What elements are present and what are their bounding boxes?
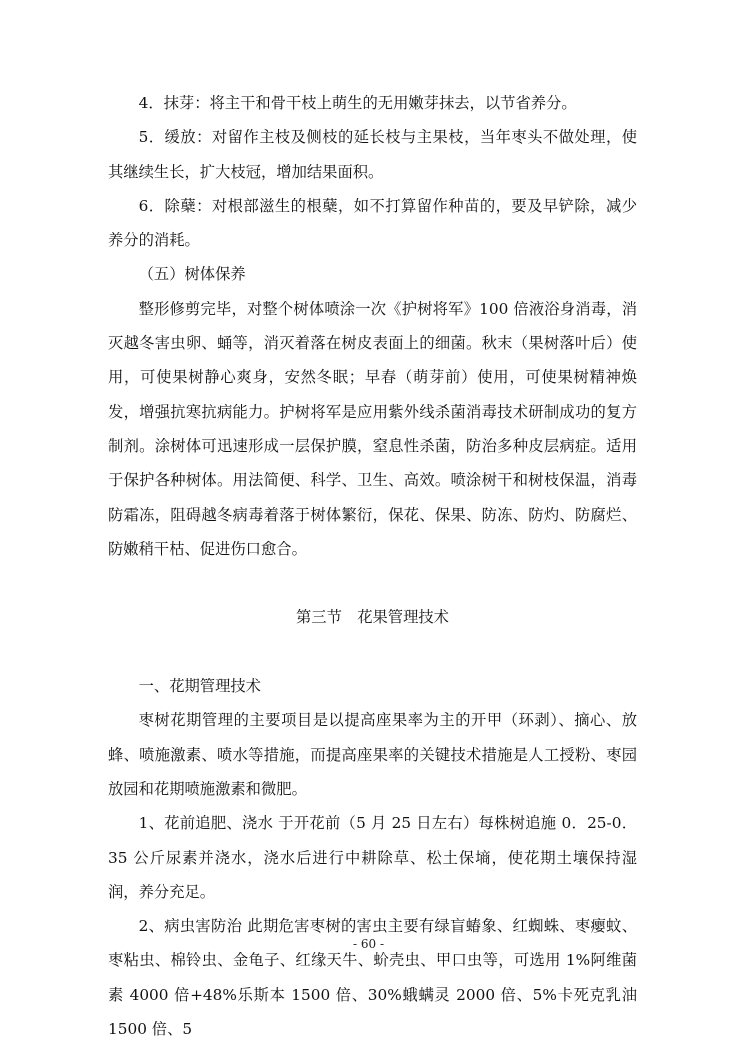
paragraph-pest-control: 2、病虫害防治 此期危害枣树的害虫主要有绿盲蝽象、红蜘蛛、枣瘿蚊、枣粘虫、棉铃虫、金龟子、红缘天牛、蚧壳虫、甲口虫等，可选用 1%阿维菌素 4000 倍+48%乐斯本 1500 倍、30%蛾螨灵 2000 倍、5%卡死克乳油 1500 倍、5 [108,917,637,1039]
paragraph-slow-release: 5．缓放：对留作主枝及侧枝的延长枝与主果枝，当年枣头不做处理，使其继续生长，扩大枝冠，增加结果面积。 [108,128,637,181]
subheading-flowering-management: 一、花期管理技术 [138,677,261,696]
section-title: 第三节 花果管理技术 [296,608,449,627]
subheading-tree-maintenance: （五）树体保养 [138,265,246,284]
paragraph-fertilize-water: 1、花前追肥、浇水 于开花前（5 月 25 日左右）每株树追施 0．25-0．35 公斤尿素并浇水，浇水后进行中耕除草、松土保墒，使花期土壤保持湿润，养分充足。 [108,814,637,901]
spacer [108,566,637,600]
page-number: - 60 - [352,937,384,951]
paragraph-bud-removal: 4．抹芽：将主干和骨干枝上萌生的无用嫩芽抹去，以节省养分。 [138,94,577,112]
paragraph-tree-protection: 整形修剪完毕，对整个树体喷涂一次《护树将军》100 倍液浴身消毒，消灭越冬害虫卵、蛹等，消灭着落在树皮表面上的细菌。秋末（果树落叶后）使用，可使果树静心爽身，安然冬眠；早春（萌芽前）使用，可使果树精神焕发，增强抗寒抗病能力。护树将军是应用紫外线杀菌消毒技术研制成功的复方制剂。涂树体可迅速形成一层保护膜，窒息性杀菌，防治多种皮层病症。适用于保护各种树体。用法简便、科学、卫生、高效。喷涂树干和树枝保温，消毒防霜冻，阻碍越冬病毒着落于树体繁衍，保花、保果、防冻、防灼、防腐烂、防嫩稍干枯、促进伤口愈合。 [108,299,637,558]
spacer [108,635,637,669]
paragraph-sucker-removal: 6．除蘖：对根部滋生的根蘖，如不打算留作种苗的，要及早铲除，减少养分的消耗。 [108,196,637,250]
paragraph-flowering-overview: 枣树花期管理的主要项目是以提高座果率为主的开甲（环剥）、摘心、放蜂、喷施激素、喷水等措施，而提高座果率的关键技术措施是人工授粉、枣园放园和花期喷施激素和微肥。 [108,711,637,798]
document-body [108,86,637,1046]
